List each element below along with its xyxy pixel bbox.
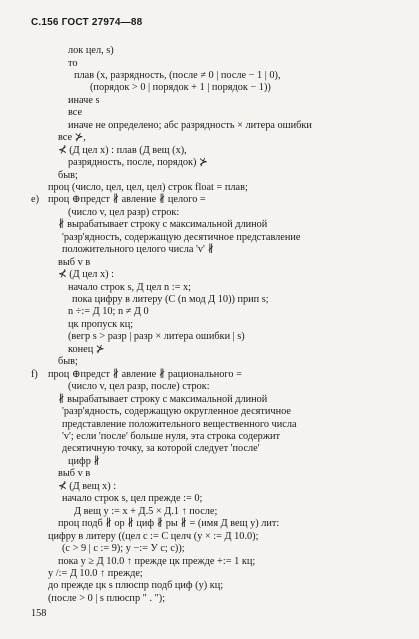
- text-line: ⊀ (Д цел x) : плав (Д вещ (x),: [58, 144, 187, 156]
- text-line: выб v в: [58, 256, 91, 268]
- text-line: 'разр'ядность, содержащую десятичное представление: [62, 231, 301, 243]
- page-number: 158: [31, 608, 47, 619]
- text-line: выб v в: [58, 468, 91, 480]
- text-line: пока y ≥ Д 10.0 ↑ прежде цк прежде +:= 1 кц;: [58, 555, 256, 567]
- text-line: (число v, цел разр, после) строк:: [68, 381, 210, 393]
- text-line: лок цел, s): [68, 45, 114, 56]
- text-line: пока цифру в литеру (С (n мод Д 10)) прип s;: [72, 294, 269, 305]
- text-line: положительного целого числа 'v' ∦: [62, 244, 214, 256]
- text-line: проц ⊕предст ∦ авление ∦ рационального =: [48, 368, 242, 380]
- text-line: ⊀ (Д цел x) :: [58, 269, 115, 281]
- text-line: (вегр s > разр | разр × литера ошибки | s): [68, 331, 245, 343]
- text-line: (порядок > 0 | порядок + 1 | порядок − 1)): [90, 82, 271, 94]
- text-line: начало строк s, цел прежде := 0;: [62, 493, 203, 505]
- text-line: плав (x, разрядность, (после ≠ 0 | после − 1 | 0),: [74, 69, 281, 81]
- text-line: десятичную точку, за которой следует 'после': [62, 443, 260, 455]
- text-line: ∦ вырабатывает строку с максимальной длиной: [58, 393, 268, 405]
- text-line: (после > 0 | s плюспр " . ");: [48, 592, 166, 604]
- page-header: С.156 ГОСТ 27974—88: [31, 17, 143, 28]
- text-line: ∦ вырабатывает строку с максимальной длиной: [58, 219, 268, 231]
- item-marker: f): [31, 368, 38, 380]
- text-line: конец ⊁: [68, 343, 105, 355]
- text-line: y /:= Д 10.0 ↑ прежде;: [48, 567, 143, 579]
- text-line: все ⊁,: [58, 132, 86, 144]
- text-line: ⊀ (Д вещ x) :: [58, 480, 117, 492]
- text-line: цк пропуск кц;: [68, 318, 134, 330]
- text-line: иначе не определено; абс разрядность × литера ошибки: [68, 119, 312, 131]
- text-line: Д вещ y := x + Д.5 × Д.1 ↑ после;: [74, 505, 218, 517]
- text-line: все: [68, 107, 83, 119]
- text-line: быв;: [58, 169, 78, 181]
- text-line: цифр ∦: [68, 455, 100, 467]
- text-line: проц (число, цел, цел, цел) строк float = плав;: [48, 181, 248, 193]
- text-line: (число v, цел разр) строк:: [68, 206, 180, 218]
- text-line: 'v'; если 'после' больше нуля, эта строка содержит: [62, 430, 280, 442]
- text-line: до прежде цк s плюспр подб циф (y) кц;: [48, 580, 224, 592]
- text-line: (c > 9 | c := 9); y −:= У с; с));: [62, 543, 185, 554]
- text-line: быв;: [58, 356, 78, 368]
- text-line: проц подб ∦ ор ∦ циф ∦ ры ∦ = (имя Д вещ y) лит:: [58, 518, 280, 530]
- item-marker: e): [31, 194, 39, 206]
- text-line: проц ⊕предст ∦ авление ∦ целого =: [48, 194, 206, 206]
- text-line: цифру в литеру ((цел c := С целч (y × := Д 10.0);: [48, 530, 259, 542]
- text-line: представление положительного вещественного числа: [62, 418, 297, 430]
- text-line: 'разр'ядность, содержащую округленное десятичное: [62, 406, 291, 417]
- text-line: иначе s: [68, 94, 100, 106]
- text-line: разрядность, после, порядок) ⊁: [68, 157, 208, 169]
- text-line: начало строк s, Д цел n := x;: [68, 281, 191, 293]
- text-line: n ÷:= Д 10; n ≠ Д 0: [68, 306, 149, 318]
- text-line: то: [68, 57, 78, 69]
